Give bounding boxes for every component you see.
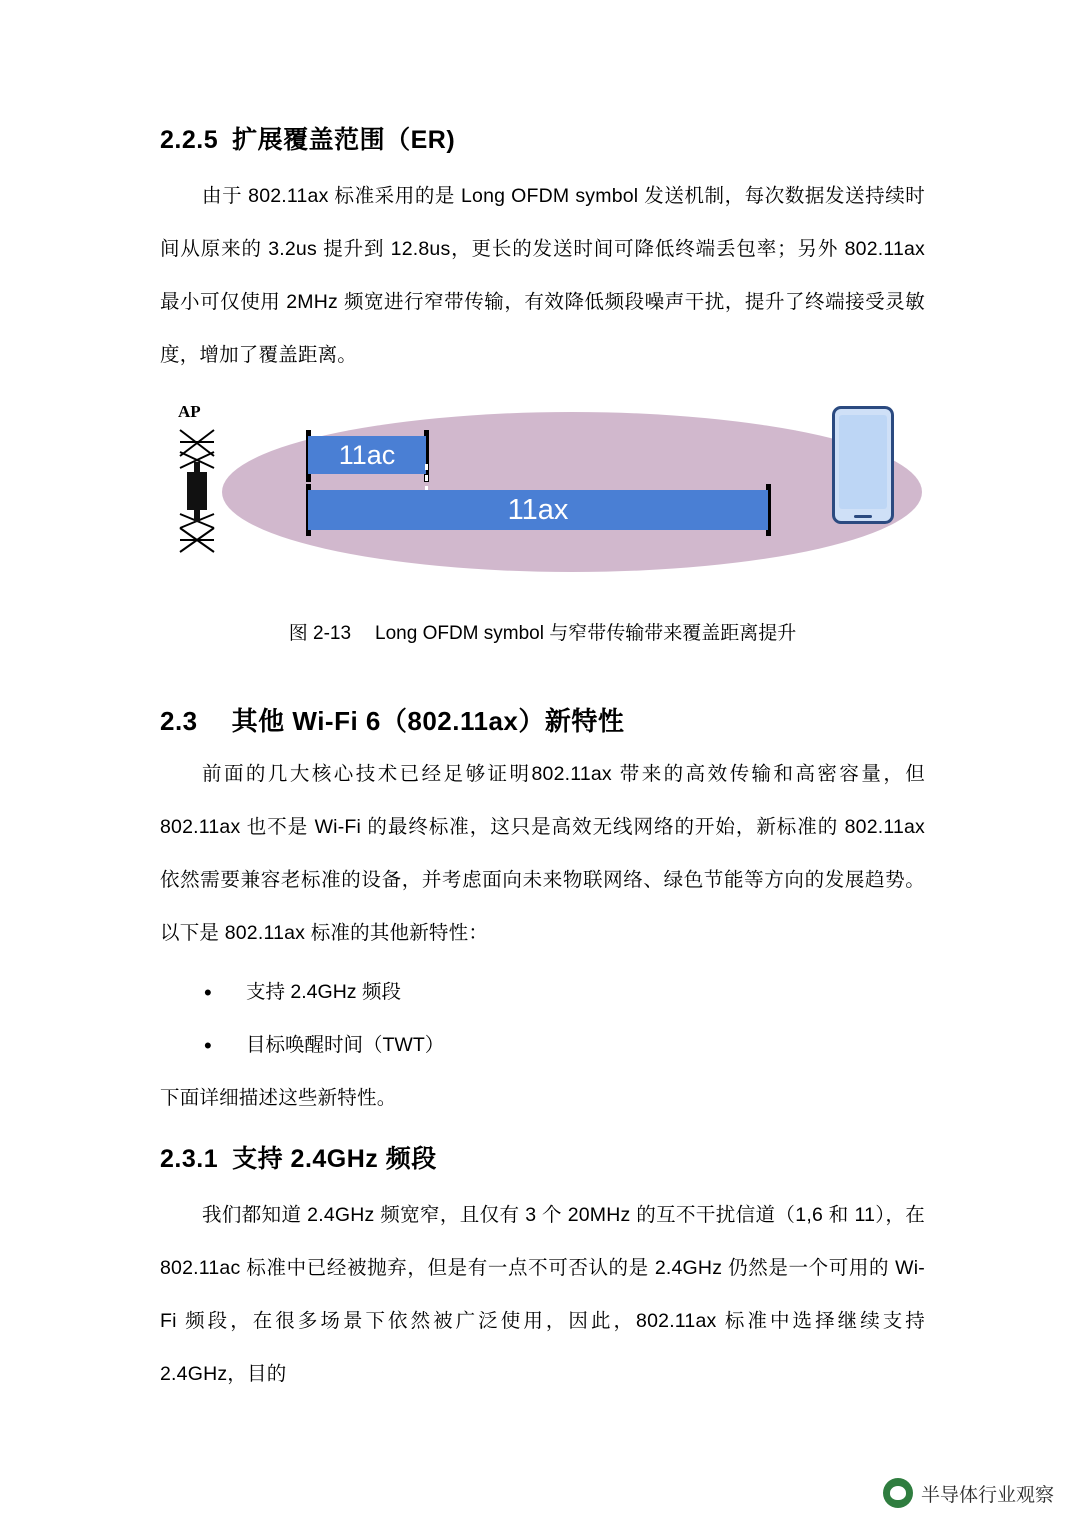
feature-bullet-list (160, 966, 925, 1072)
heading-text: 支持 2.4GHz 频段 (232, 1145, 437, 1173)
watermark-text: 半导体行业观察 (920, 1484, 1054, 1506)
figure-caption (160, 618, 925, 645)
heading-2-3 (160, 701, 925, 738)
paragraph-2-2-5: 由于 802.11ax 标准采用的是 Long OFDM symbol 发送机制，每次数据发送持续时间从原来的 3.2us 提升到 12.8us，更长的发送时间可降低终端丢包率；另外 802.11ax 最小可仅使用 2MHz 频宽进行窄带传输，有效降低频段噪声干扰，提升了终端接受灵敏度，增加了覆盖距离。 (160, 185, 925, 366)
ap-label: AP (178, 402, 201, 421)
bar-11ax (308, 490, 768, 530)
bar-11ac-label: 11ac (338, 440, 396, 470)
phone-screen (839, 415, 887, 509)
divider-dashed (425, 464, 428, 492)
paragraph-2-3: 前面的几大核心技术已经足够证明802.11ax 带来的高效传输和高密容量，但802.11ax 也不是 Wi-Fi 的最终标准，这只是高效无线网络的开始，新标准的 802.11ax 依然需要兼容老标准的设备，并考虑面向未来物联网络、绿色节能等方向的发展趋势。以下是 802.11ax 标准的其他新特性： (160, 763, 925, 944)
watermark-logo-icon (883, 1478, 913, 1508)
paragraph-2-3-1: 我们都知道 2.4GHz 频宽窄，且仅有 3 个 20MHz 的互不干扰信道（1,6 和 11），在 802.11ac 标准中已经被抛弃，但是有一点不可否认的是 2.4GHz 仍然是一个可用的 Wi-Fi 频段，在很多场景下依然被广泛使用，因此，802.11ax 标准中选择继续支持 2.4GHz，目的 (160, 1204, 925, 1385)
heading-text: 扩展覆盖范围（ER) (232, 126, 456, 154)
phone-home-button (854, 515, 872, 518)
bar-11ax-label: 11ax (507, 494, 569, 526)
figure-caption-number: 图 2-13 (288, 623, 352, 644)
list-item: • 支持 2.4GHz 频段 (160, 966, 925, 1019)
figure-2-13 (160, 402, 925, 602)
list-item: • 目标唤醒时间（TWT） (160, 1019, 925, 1072)
page-content (160, 120, 925, 1401)
heading-2-2-5 (160, 120, 925, 156)
figure-caption-text: Long OFDM symbol 与窄带传输带来覆盖距离提升 (375, 623, 797, 644)
heading-number: 2.3.1 (160, 1145, 219, 1173)
heading-number: 2.2.5 (160, 126, 219, 154)
heading-2-3-1 (160, 1139, 925, 1175)
paragraph-2-3-closing: 下面详细描述这些新特性。 (160, 1087, 397, 1109)
antenna-svg (174, 422, 220, 562)
watermark (883, 1478, 1054, 1508)
heading-text: 其他 Wi-Fi 6（802.11ax）新特性 (231, 706, 625, 736)
heading-number: 2.3 (160, 706, 198, 736)
phone-icon (832, 406, 894, 524)
antenna-icon (174, 422, 220, 562)
bar-11ac (308, 436, 426, 474)
